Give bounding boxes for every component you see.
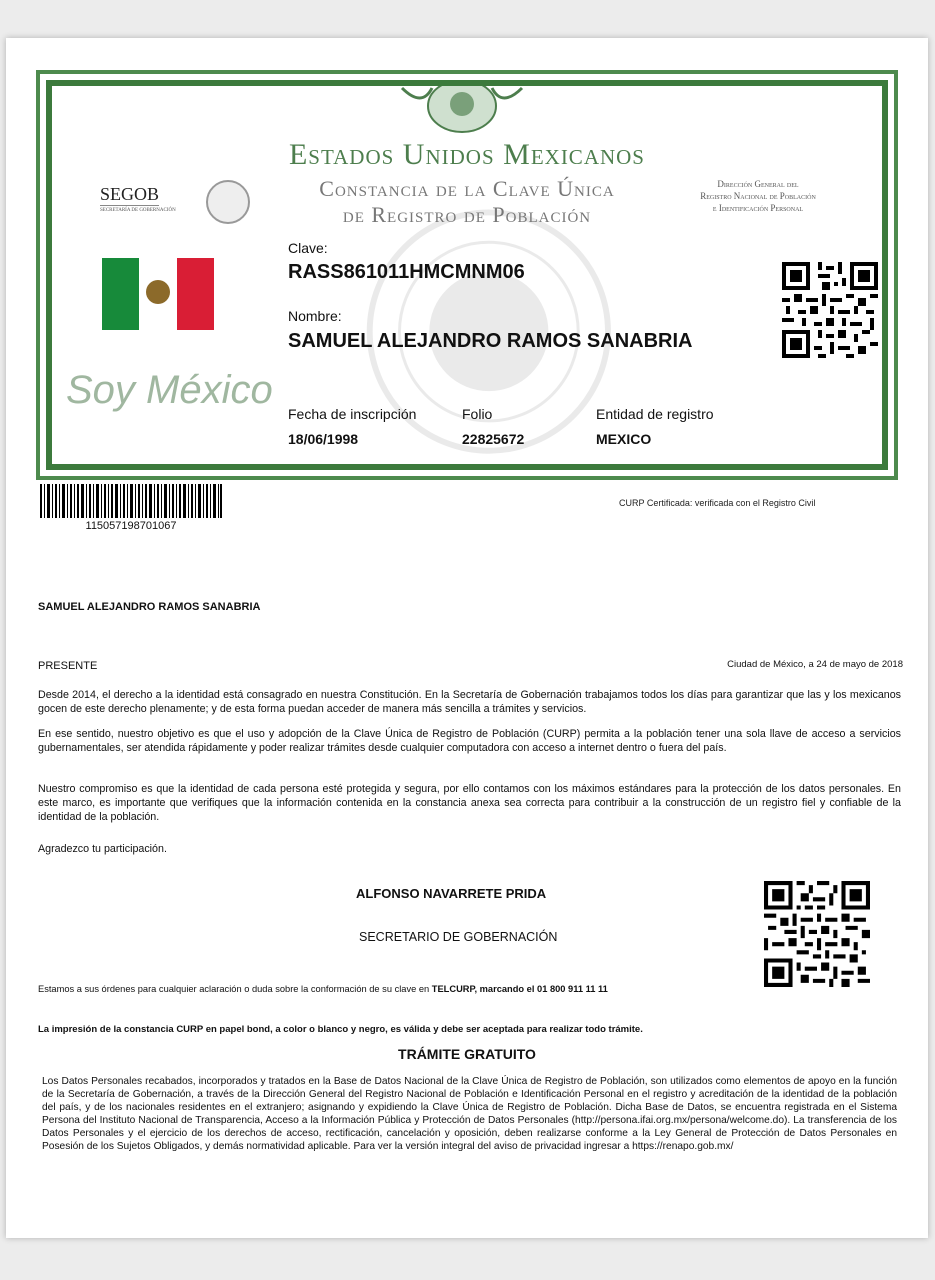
nombre-label: Nombre:	[288, 308, 342, 324]
segob-small-text: SECRETARÍA DE GOBERNACIÓN	[100, 208, 176, 213]
curp-certificate	[36, 70, 898, 480]
barcode-number: 115057198701067	[85, 520, 177, 532]
segob-logo	[100, 176, 250, 226]
direccion-general: Dirección General del Registro Nacional de Población e Identificación Personal	[700, 179, 816, 213]
presente-label: PRESENTE	[38, 660, 98, 672]
privacy-notice: Los Datos Personales recabados, incorporados y tratados en la Base de Datos Nacional de la Clave Única de Registro de Población, son utilizados como elementos de apoyo en la función de la Secretaría de Gobernación, a través de la Dirección General del Registro Nacional de Población e Identificación Personal en el registro y acreditación de la identidad de la población del país, y de los nacionales residentes en el extranjero; asignando y expidiendo la Clave Única de Registro de Población. Dicha Base de Datos, se encuentra registrada en el Sistema Persona del Instituto Nacional de Transparencia, Acceso a la Información Pública y Protección de Datos Personales (http://persona.ifai.org.mx/persona/welcome.do). La transferencia de los Datos Personales y el ejercicio de los derechos de acceso, rectificación, cancelación y oposición, deben realizarse conforme a la Ley General de Protección de Datos Personales en Posesión de los Sujetos Obligados, y demás normatividad aplicable. Para ver la versión integral del aviso de privacidad ingresar a https://renapo.gob.mx/	[42, 1076, 897, 1152]
curp-certificada-note: CURP Certificada: verificada con el Registro Civil	[619, 498, 816, 508]
certificate-subtitle-1: Constancia de la Clave Única	[319, 176, 615, 201]
mexican-flag-icon	[102, 258, 214, 330]
fecha-value: 18/06/1998	[288, 431, 359, 447]
document-sheet	[6, 38, 928, 1238]
telcurp-phone: TELCURP, marcando el 01 800 911 11 11	[431, 984, 608, 994]
letter-paragraph-3: Nuestro compromiso es que la identidad de cada persona esté protegida y segura, por ello contamos con los máximos estándares para la protección de los datos personales. En este marco, es importante que verifiques que la información contenida en la constancia anexa sea correcta para contribuir a la construcción de un registro fiel y confiable de la identidad de la población.	[38, 783, 901, 823]
letter-paragraph-1: Desde 2014, el derecho a la identidad está consagrado en nuestra Constitución. En la Secretaría de Gobernación trabajamos todos los días para garantizar que las y los mexicanos gocen de este derecho plenamente; y de esta forma puedan acceder de manera más sencilla a trámites y servicios.	[38, 689, 901, 715]
impresion-note: La impresión de la constancia CURP en papel bond, a color o blanco y negro, es válida y debe ser aceptada para realizar todo trámite.	[38, 1024, 643, 1035]
entidad-value: MEXICO	[596, 431, 652, 447]
letter-paragraph-4: Agradezco tu participación.	[38, 843, 167, 855]
coat-of-arms-icon	[382, 86, 542, 138]
qr-code-icon	[782, 262, 878, 358]
entidad-label: Entidad de registro	[596, 406, 714, 422]
tramite-gratuito-heading: TRÁMITE GRATUITO	[398, 1046, 536, 1062]
qr-code-icon	[764, 881, 870, 987]
folio-value: 22825672	[462, 431, 525, 447]
letter-paragraph-2: En ese sentido, nuestro objetivo es que el uso y adopción de la Clave Única de Registro de Población (CURP) permita a la población tener una sola llave de acceso a servicios gubernamentales, ser atendida rápidamente y poder realizar trámites desde cualquier computadora con acceso a internet dentro o fuera del país.	[38, 728, 901, 754]
clave-label: Clave:	[288, 240, 328, 256]
fecha-label: Fecha de inscripción	[288, 406, 417, 422]
barcode-icon	[40, 484, 222, 518]
letter-recipient: SAMUEL ALEJANDRO RAMOS SANABRIA	[38, 601, 261, 613]
national-seal-icon	[206, 180, 250, 224]
clave-value: RASS861011HMCMNM06	[288, 261, 525, 283]
segob-text: SEGOB	[100, 184, 160, 204]
signer-name: ALFONSO NAVARRETE PRIDA	[356, 886, 547, 901]
certificate-title: Estados Unidos Mexicanos	[288, 138, 645, 171]
soy-mexico-slogan: Soy México	[66, 368, 273, 412]
nombre-value: SAMUEL ALEJANDRO RAMOS SANABRIA	[288, 330, 693, 352]
certificate-subtitle-2: de Registro de Población	[342, 202, 592, 227]
letter-date: Ciudad de México, a 24 de mayo de 2018	[727, 659, 903, 670]
contact-note: Estamos a sus órdenes para cualquier aclaración o duda sobre la conformación de su clave en TELCURP, marcando el 01 800 911 11 11	[38, 984, 608, 994]
signer-position: SECRETARIO DE GOBERNACIÓN	[359, 930, 558, 944]
folio-label: Folio	[462, 406, 493, 422]
